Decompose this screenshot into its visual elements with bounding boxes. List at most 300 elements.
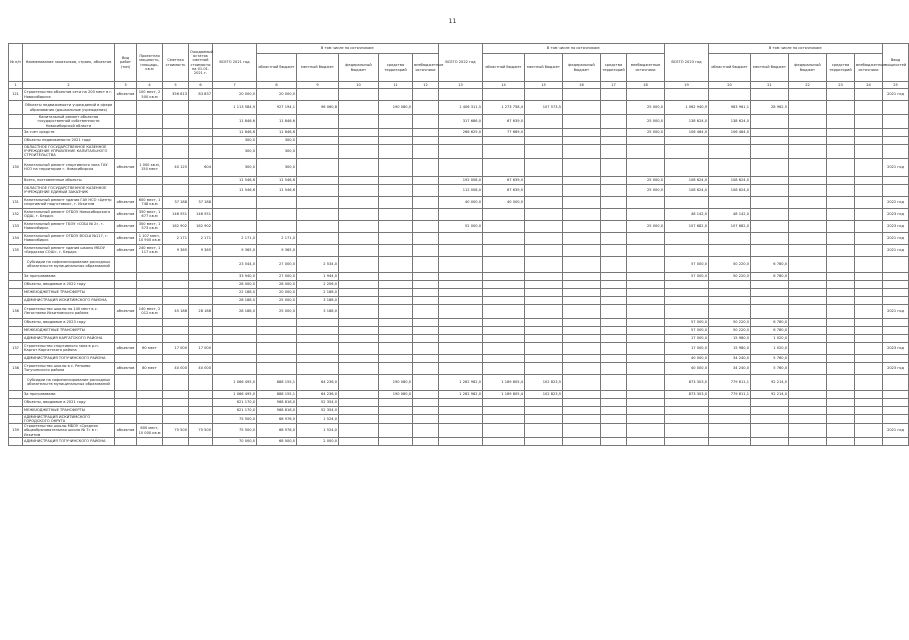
row-type (115, 354, 137, 362)
row-value (855, 256, 883, 272)
column-number: 3 (115, 82, 137, 89)
row-name: МЕЖБЮДЖЕТНЫЕ ТРАНСФЕРТЫ (23, 326, 115, 334)
row-power (137, 398, 163, 406)
row-value (665, 424, 709, 438)
row-value (439, 406, 483, 414)
row-value (439, 280, 483, 288)
row-value (709, 145, 751, 159)
row-power (137, 129, 163, 137)
row-value: 25 000,0 (257, 296, 297, 304)
row-value: 300,0 (213, 137, 257, 145)
row-value (601, 158, 627, 176)
table-row (9, 176, 909, 184)
row-value (751, 280, 789, 288)
row-value (627, 398, 665, 406)
row-value (751, 158, 789, 176)
row-remain (189, 176, 213, 184)
table-row (9, 288, 909, 296)
row-value (563, 326, 601, 334)
row-value (751, 145, 789, 159)
row-value (297, 115, 339, 129)
row-cost (163, 256, 189, 272)
row-name: Строительство школы МБОУ «Средняя общеобразовательная школа № 7» в г. Искитим (23, 424, 115, 438)
row-power (137, 390, 163, 398)
row-value (855, 354, 883, 362)
row-cost (163, 326, 189, 334)
table-row (9, 334, 909, 342)
row-name: Капитальный ремонт ОГБОУ ВОСШ №117, г. Новосибирск (23, 232, 115, 244)
row-value (525, 115, 563, 129)
row-value: 64 236,0 (297, 374, 339, 390)
row-value (827, 318, 855, 326)
row-value (525, 318, 563, 326)
row-type (115, 390, 137, 398)
row-value (855, 220, 883, 232)
row-value (855, 272, 883, 280)
row-value (627, 232, 665, 244)
row-power (137, 326, 163, 334)
row-value (379, 115, 413, 129)
row-value (827, 342, 855, 354)
column-number: 20 (709, 82, 751, 89)
row-type (115, 318, 137, 326)
row-value (563, 101, 601, 115)
row-value: 57 000,0 (665, 326, 709, 334)
header-src-2023-4: средства территорий (827, 54, 855, 82)
row-value (413, 115, 439, 129)
row-note (883, 280, 909, 288)
row-value (413, 272, 439, 280)
row-value (297, 208, 339, 220)
row-value (709, 414, 751, 423)
table-row (9, 326, 909, 334)
row-value: 300,0 (213, 145, 257, 159)
row-value (665, 244, 709, 256)
row-remain (189, 374, 213, 390)
row-value (601, 390, 627, 398)
row-value (413, 390, 439, 398)
row-name: АДМИНИСТРАЦИЯ ИСКИТИМСКОГО РАЙОНА (23, 296, 115, 304)
row-value (789, 256, 827, 272)
header-src-2021-1: областной бюджет (257, 54, 297, 82)
row-value (709, 196, 751, 208)
row-name: Капитальный ремонт здания школы МБОУ «Бердская СОШ», г. Бердск (23, 244, 115, 256)
row-name: МЕЖБЮДЖЕТНЫЕ ТРАНСФЕРТЫ (23, 406, 115, 414)
table-row (9, 89, 909, 101)
row-value (751, 115, 789, 129)
row-number: 133 (9, 220, 23, 232)
row-value: 107 682,0 (665, 220, 709, 232)
row-value (665, 414, 709, 423)
column-number: 25 (883, 82, 909, 89)
row-cost (163, 272, 189, 280)
row-note: 2023 год (883, 342, 909, 354)
row-value (855, 296, 883, 304)
row-value: 3 188,0 (297, 296, 339, 304)
row-value (339, 334, 379, 342)
row-value (563, 288, 601, 296)
row-value: 28 962,5 (751, 101, 789, 115)
row-value (827, 438, 855, 446)
row-value (709, 296, 751, 304)
row-value (379, 398, 413, 406)
row-value (439, 326, 483, 334)
row-value (339, 208, 379, 220)
row-value (601, 176, 627, 184)
row-cost (163, 374, 189, 390)
row-value (827, 158, 855, 176)
row-value (627, 374, 665, 390)
row-value: 3 188,0 (297, 304, 339, 318)
row-cost: 146 551 (163, 208, 189, 220)
row-name: Объекты, вводимые в 2022 году (23, 280, 115, 288)
header-group-2021: В том числе по источникам: (257, 44, 439, 54)
row-value (379, 342, 413, 354)
row-value: 1 020,0 (751, 342, 789, 354)
row-value (827, 129, 855, 137)
row-value: 2 188,0 (297, 288, 339, 296)
row-value (855, 145, 883, 159)
row-value (413, 158, 439, 176)
header-note: Ввод мощностей (883, 44, 909, 82)
row-value (627, 256, 665, 272)
row-value (413, 184, 439, 196)
row-value (379, 176, 413, 184)
row-value (379, 424, 413, 438)
column-number: 8 (257, 82, 297, 89)
row-value (379, 272, 413, 280)
row-value (789, 304, 827, 318)
row-value (855, 89, 883, 101)
row-remain (189, 414, 213, 423)
row-remain: 28 188 (189, 304, 213, 318)
row-value (789, 129, 827, 137)
row-value (483, 137, 525, 145)
row-value: 20 000,0 (257, 288, 297, 296)
row-value (339, 438, 379, 446)
row-value: 300,0 (213, 158, 257, 176)
row-value: 25 000,0 (627, 115, 665, 129)
row-remain (189, 334, 213, 342)
row-value: 68 976,0 (257, 414, 297, 423)
row-value (297, 184, 339, 196)
header-src-2023-2: местный бюджет (751, 54, 789, 82)
row-remain (189, 326, 213, 334)
row-value (563, 390, 601, 398)
row-value (855, 129, 883, 137)
column-number: 11 (379, 82, 413, 89)
row-value (339, 280, 379, 288)
row-value: 106 464,0 (709, 129, 751, 137)
row-value (855, 334, 883, 342)
row-note (883, 398, 909, 406)
row-value (525, 220, 563, 232)
row-number (9, 398, 23, 406)
row-value: 1 524,0 (297, 414, 339, 423)
row-type: объектов (115, 424, 137, 438)
row-value: 2 206,0 (297, 280, 339, 288)
row-remain: 83 837 (189, 89, 213, 101)
row-value (379, 256, 413, 272)
row-value (525, 406, 563, 414)
row-note (883, 129, 909, 137)
row-note (883, 288, 909, 296)
row-value (789, 158, 827, 176)
row-value: 190 080,0 (379, 390, 413, 398)
header-total-2021: ВСЕГО 2021 год (213, 44, 257, 82)
row-value: 96 060,8 (297, 101, 339, 115)
row-value (827, 244, 855, 256)
header-src-2023-1: областной бюджет (709, 54, 751, 82)
row-value (439, 398, 483, 406)
row-value (439, 232, 483, 244)
row-value (525, 362, 563, 374)
row-value (339, 115, 379, 129)
row-value (789, 296, 827, 304)
row-value: 11 546,6 (213, 176, 257, 184)
row-note (883, 256, 909, 272)
row-power (137, 296, 163, 304)
row-value (827, 89, 855, 101)
row-power: 350 мест, 1 677 кв.м (137, 208, 163, 220)
row-value (563, 89, 601, 101)
row-value (379, 304, 413, 318)
row-value (413, 362, 439, 374)
row-value: 108 624,0 (709, 176, 751, 184)
row-value (627, 318, 665, 326)
row-note: 2021 год (883, 304, 909, 318)
row-value (855, 196, 883, 208)
row-value (439, 334, 483, 342)
row-value (827, 326, 855, 334)
row-remain: 37 188 (189, 196, 213, 208)
row-value (665, 196, 709, 208)
row-value (789, 288, 827, 296)
row-number (9, 272, 23, 280)
row-value (709, 158, 751, 176)
row-value (525, 438, 563, 446)
row-value (525, 334, 563, 342)
row-value (483, 280, 525, 288)
row-value (563, 424, 601, 438)
table-row (9, 256, 909, 272)
row-value (563, 184, 601, 196)
row-value (213, 196, 257, 208)
row-value (627, 288, 665, 296)
row-note (883, 296, 909, 304)
row-value (483, 362, 525, 374)
row-value: 112 008,0 (439, 184, 483, 196)
row-power (137, 280, 163, 288)
row-value (339, 296, 379, 304)
row-value (413, 354, 439, 362)
row-number: 131 (9, 196, 23, 208)
row-value (297, 362, 339, 374)
row-cost: 356 613 (163, 89, 189, 101)
row-number: 138 (9, 362, 23, 374)
row-value: 107 573,5 (525, 101, 563, 115)
row-value (525, 232, 563, 244)
row-remain (189, 280, 213, 288)
row-value (827, 406, 855, 414)
row-value (827, 176, 855, 184)
row-value (789, 176, 827, 184)
table-row (9, 438, 909, 446)
row-type (115, 374, 137, 390)
row-number (9, 137, 23, 145)
row-value (563, 318, 601, 326)
row-value: 1 524,0 (297, 424, 339, 438)
row-value (563, 438, 601, 446)
row-value (789, 220, 827, 232)
row-value (563, 334, 601, 342)
row-remain: 40 000 (189, 362, 213, 374)
row-value (483, 304, 525, 318)
row-value: 28 000,0 (213, 280, 257, 288)
row-value (601, 304, 627, 318)
row-value (665, 398, 709, 406)
row-number (9, 145, 23, 159)
row-cost: 9 365 (163, 244, 189, 256)
row-value: 27 000,0 (257, 272, 297, 280)
row-cost (163, 406, 189, 414)
row-type: объектов (115, 208, 137, 220)
row-value (827, 362, 855, 374)
row-value (601, 145, 627, 159)
row-value (379, 354, 413, 362)
row-value (339, 137, 379, 145)
row-value (483, 158, 525, 176)
row-value (827, 145, 855, 159)
row-value (339, 256, 379, 272)
row-note (883, 354, 909, 362)
row-value (665, 158, 709, 176)
header-cost: Сметная стоимость (163, 44, 189, 82)
row-value: 1 406 311,5 (439, 101, 483, 115)
row-value (563, 342, 601, 354)
row-value: 20 000,0 (257, 89, 297, 101)
row-note (883, 115, 909, 129)
row-value: 108 624,0 (665, 184, 709, 196)
header-src-2021-4: средства территорий (379, 54, 413, 82)
row-value (627, 272, 665, 280)
table-row (9, 129, 909, 137)
row-value (751, 288, 789, 296)
column-number: 14 (483, 82, 525, 89)
row-value (339, 390, 379, 398)
column-number: 16 (563, 82, 601, 89)
row-power: 60 мест (137, 342, 163, 354)
row-value (525, 196, 563, 208)
header-no: № п/п (9, 44, 23, 82)
row-value: 20 000,0 (213, 89, 257, 101)
row-value (751, 398, 789, 406)
row-value (297, 220, 339, 232)
row-value (827, 296, 855, 304)
row-value: 568 816,0 (257, 398, 297, 406)
row-value (297, 232, 339, 244)
row-number (9, 101, 23, 115)
row-value: 50 220,0 (709, 318, 751, 326)
row-value: 266 625,0 (439, 129, 483, 137)
row-value (525, 280, 563, 288)
row-cost (163, 176, 189, 184)
row-value (563, 232, 601, 244)
row-value (213, 318, 257, 326)
row-cost: 17 000 (163, 342, 189, 354)
row-value (413, 406, 439, 414)
row-value (601, 398, 627, 406)
row-value: 67 639,0 (483, 184, 525, 196)
row-value: 190 080,0 (379, 101, 413, 115)
row-remain: 75 500 (189, 424, 213, 438)
row-value (525, 89, 563, 101)
row-note: 2021 год (883, 89, 909, 101)
row-type: объектов (115, 220, 137, 232)
row-value (379, 145, 413, 159)
row-value: 9 365,0 (257, 244, 297, 256)
row-value (525, 272, 563, 280)
row-value (601, 244, 627, 256)
row-value (525, 342, 563, 354)
row-note (883, 414, 909, 423)
row-value (751, 438, 789, 446)
row-value: 68 976,0 (257, 424, 297, 438)
row-value (483, 272, 525, 280)
row-power (137, 115, 163, 129)
row-value: 52 354,0 (297, 406, 339, 414)
row-value (339, 354, 379, 362)
row-value (339, 176, 379, 184)
row-value (827, 272, 855, 280)
row-value (439, 424, 483, 438)
row-value (855, 176, 883, 184)
row-type (115, 137, 137, 145)
row-value (483, 318, 525, 326)
row-power: 80 мест (137, 362, 163, 374)
row-type (115, 296, 137, 304)
row-value (413, 89, 439, 101)
row-value (439, 318, 483, 326)
row-value (627, 414, 665, 423)
row-value: 52 354,0 (297, 398, 339, 406)
row-value (665, 406, 709, 414)
row-value: 17 000,0 (665, 342, 709, 354)
row-remain: 162 902 (189, 220, 213, 232)
row-type: объектов (115, 362, 137, 374)
row-name: Строительство объектов сети на 200 мест в г. Новосибирске (23, 89, 115, 101)
row-note (883, 145, 909, 159)
row-value (827, 101, 855, 115)
row-type: объектов (115, 89, 137, 101)
row-value (525, 158, 563, 176)
row-value: 1 189 805,4 (483, 374, 525, 390)
row-value (483, 398, 525, 406)
row-value (751, 424, 789, 438)
row-name: За программами (23, 272, 115, 280)
row-value: 2 171,0 (213, 232, 257, 244)
row-value: 873 303,0 (665, 390, 709, 398)
row-value (563, 272, 601, 280)
row-remain (189, 272, 213, 280)
row-power: 140 мест, 2 012 кв.м (137, 304, 163, 318)
row-value: 6 780,0 (751, 256, 789, 272)
column-number: 18 (627, 82, 665, 89)
table-row (9, 414, 909, 423)
row-value: 50 220,0 (709, 326, 751, 334)
row-value: 33 940,0 (213, 272, 257, 280)
column-number: 12 (413, 82, 439, 89)
